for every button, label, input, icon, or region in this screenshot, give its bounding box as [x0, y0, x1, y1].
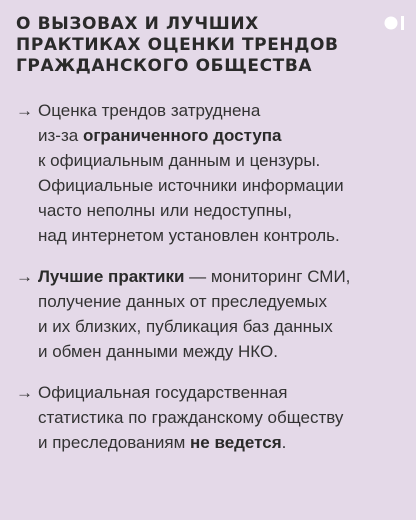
bullet-3-emphasis: не ведется — [190, 433, 282, 452]
title-line-1: О ВЫЗОВАХ И ЛУЧШИХ — [16, 14, 259, 34]
bullet-3-line-1: Официальная государственная — [38, 383, 288, 402]
bullet-2-emphasis: Лучшие практики — [38, 267, 185, 286]
bullet-1-emphasis: ограниченного доступа — [82, 126, 282, 145]
bullet-list — [16, 98, 396, 455]
title-line-3: ГРАЖДАНСКОГО ОБЩЕСТВА — [16, 56, 313, 76]
bullet-3-line-3-text: и преследованиям — [38, 433, 191, 452]
bullet-item-1 — [16, 98, 396, 248]
bullet-2-line-2: получение данных от преследуемых — [38, 292, 327, 311]
bullet-item-3 — [16, 380, 396, 455]
bullet-1-line-4: Официальные источники информации — [38, 176, 344, 195]
bullet-2-line-1-text: — мониторинг СМИ, — [184, 267, 351, 286]
bullet-1-line-1: Оценка трендов затруднена — [38, 101, 261, 120]
bullet-1-line-6: над интернетом установлен контроль. — [38, 226, 340, 245]
bullet-1-line-3: к официальным данным и цензуры. — [38, 151, 321, 170]
bullet-3-line-3-end: . — [281, 433, 287, 452]
page-title — [16, 14, 356, 77]
bullet-2-line-1 — [38, 264, 396, 289]
title-line-2: ПРАКТИКАХ ОЦЕНКИ ТРЕНДОВ — [16, 35, 339, 55]
bullet-1-line-5: часто неполны или недоступны, — [38, 201, 292, 220]
arrow-right-icon: → — [16, 101, 33, 120]
logo-icon — [384, 14, 406, 32]
bullet-3-line-3 — [38, 430, 396, 455]
arrow-right-icon: → — [16, 383, 33, 402]
bullet-1-line-2-text: из-за — [38, 126, 83, 145]
bullet-3-line-2: статистика по гражданскому обществу — [38, 408, 344, 427]
bullet-item-2 — [16, 264, 396, 364]
bullet-1-line-2 — [38, 123, 396, 148]
arrow-right-icon: → — [16, 267, 33, 286]
bullet-2-line-3: и их близких, публикация баз данных — [38, 317, 333, 336]
bullet-2-line-4: и обмен данными между НКО. — [38, 342, 278, 361]
